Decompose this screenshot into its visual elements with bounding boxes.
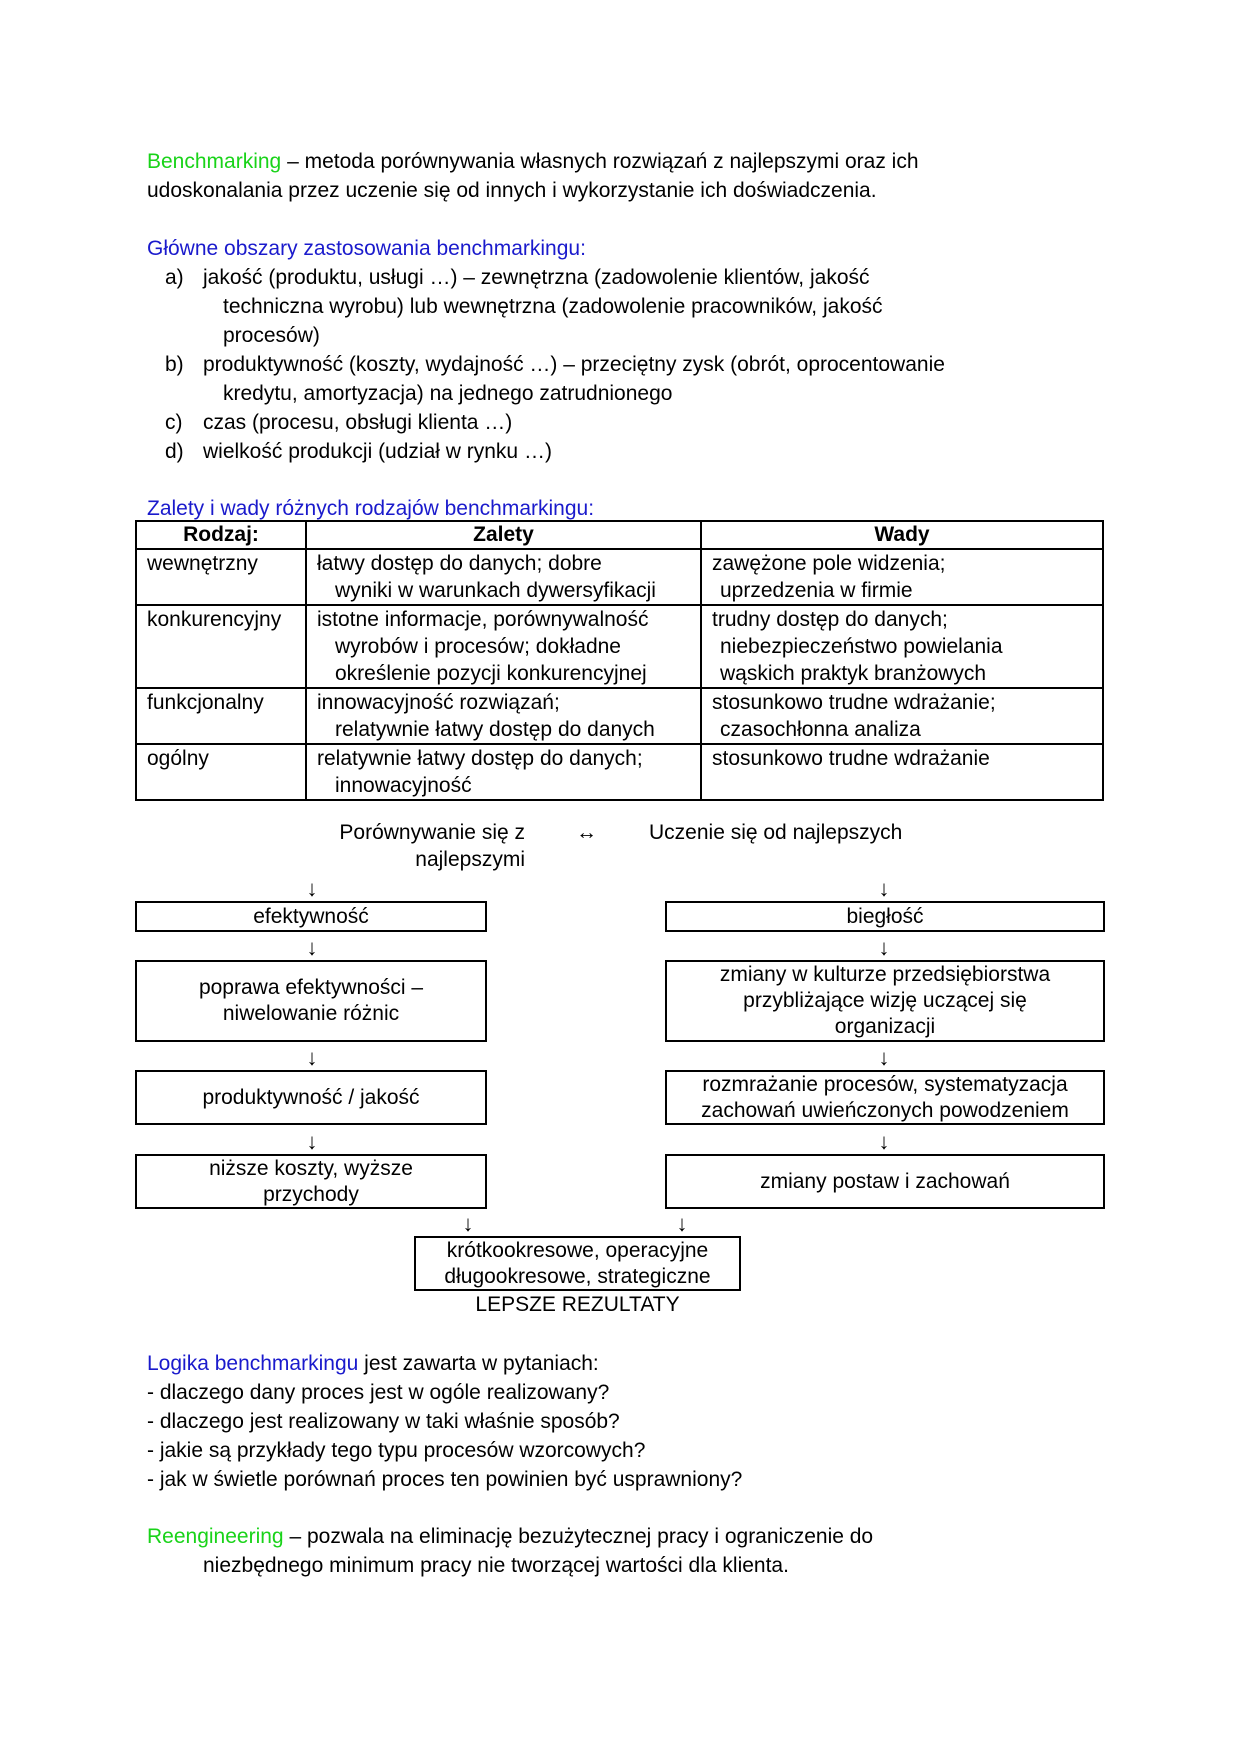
table-heading: Zalety i wady różnych rodzajów benchmarkingu:: [147, 497, 595, 520]
cell-line: czasochłonna analiza: [720, 718, 921, 741]
bidirectional-arrow-icon: ↔: [576, 821, 597, 844]
question-item: - jak w świetle porównań proces ten powinien być usprawniony?: [147, 1468, 743, 1491]
box-text: niższe koszty, wyższe: [209, 1156, 413, 1180]
logic-intro: [147, 1349, 599, 1378]
box-efektywnosc: [135, 901, 487, 932]
term-reengineering: Reengineering: [147, 1525, 284, 1548]
question-item: - jakie są przykłady tego typu procesów wzorcowych?: [147, 1439, 646, 1462]
cell-line: istotne informacje, porównywalność: [317, 608, 649, 631]
cell-line: określenie pozycji konkurencyjnej: [335, 662, 647, 685]
reengineering-paragraph: [147, 1522, 873, 1551]
column-header-rodzaj: Rodzaj:: [136, 521, 306, 549]
table-row: [136, 688, 1103, 744]
list-marker: b): [165, 353, 184, 376]
box-zmiany-postaw: [665, 1154, 1105, 1209]
box-rozmrazanie-procesow: [665, 1070, 1105, 1125]
box-text: niwelowanie różnic: [222, 1002, 400, 1025]
cell-line: stosunkowo trudne wdrażanie;: [712, 691, 996, 714]
cell-line: wyrobów i procesów; dokładne: [335, 635, 621, 658]
box-text: rozmrażanie procesów, systematyzacja: [702, 1072, 1068, 1096]
list-item: jakość (produktu, usługi …) – zewnętrzna (zadowolenie klientów, jakość: [203, 266, 870, 289]
cell-line: innowacyjność rozwiązań;: [317, 691, 560, 714]
box-text: zmiany postaw i zachowań: [760, 1169, 1010, 1193]
arrow-down-icon: ↓: [306, 1045, 318, 1070]
cell-zalety: [306, 744, 701, 800]
cell-line: uprzedzenia w firmie: [720, 579, 913, 602]
cell-zalety: [306, 549, 701, 605]
column-header-zalety: Zalety: [306, 521, 701, 549]
list-marker: a): [165, 266, 184, 289]
table-row: [136, 605, 1103, 688]
arrow-down-icon: ↓: [306, 1129, 318, 1154]
box-nizsze-koszty: [135, 1154, 487, 1209]
cell-line: relatywnie łatwy dostęp do danych;: [317, 747, 643, 770]
cell-rodzaj: funkcjonalny: [136, 688, 306, 744]
table-row: [136, 744, 1103, 800]
cell-line: wyniki w warunkach dywersyfikacji: [335, 579, 656, 602]
box-text: poprawa efektywności –: [198, 976, 424, 999]
left-title-line-1: Porównywanie się z: [339, 821, 525, 844]
arrow-down-icon: ↓: [878, 1129, 890, 1154]
table-row: [136, 549, 1103, 605]
benchmarking-types-table: [135, 520, 1104, 801]
list-item-cont: kredytu, amortyzacja) na jednego zatrudnionego: [223, 382, 673, 405]
arrow-down-icon: ↓: [306, 935, 318, 960]
term-logika-benchmarkingu: Logika benchmarkingu: [147, 1352, 359, 1375]
list-item: produktywność (koszty, wydajność …) – przeciętny zysk (obrót, oprocentowanie: [203, 353, 945, 376]
list-marker: d): [165, 440, 184, 463]
box-zmiany-w-kulturze: [665, 960, 1105, 1042]
box-text: przybliżające wizję uczącej się: [743, 989, 1027, 1012]
table-header-row: [136, 521, 1103, 549]
intro-paragraph: [147, 147, 919, 176]
list-item: wielkość produkcji (udział w rynku …): [203, 440, 552, 463]
arrow-down-icon: ↓: [462, 1211, 474, 1236]
box-produktywnosc-jakosc: [135, 1070, 487, 1125]
box-text: zachowań uwieńczonych powodzeniem: [701, 1098, 1069, 1122]
question-item: - dlaczego dany proces jest w ogóle realizowany?: [147, 1381, 610, 1404]
intro-line-2: udoskonalania przez uczenie się od innych i wykorzystanie ich doświadczenia.: [147, 179, 877, 202]
cell-line: relatywnie łatwy dostęp do danych: [335, 718, 655, 741]
areas-heading: Główne obszary zastosowania benchmarkingu:: [147, 237, 586, 260]
cell-line: innowacyjność: [335, 774, 472, 797]
cell-wady: [701, 549, 1103, 605]
cell-line: trudny dostęp do danych;: [712, 608, 948, 631]
arrow-down-icon: ↓: [676, 1211, 688, 1236]
intro-definition: – metoda porównywania własnych rozwiązań z najlepszymi oraz ich: [281, 150, 919, 173]
cell-line: niebezpieczeństwo powielania: [720, 635, 1003, 658]
cell-rodzaj: konkurencyjny: [136, 605, 306, 688]
list-marker: c): [165, 411, 183, 434]
arrow-down-icon: ↓: [878, 876, 890, 901]
box-text: biegłość: [846, 904, 924, 928]
logic-intro-rest: jest zawarta w pytaniach:: [358, 1352, 599, 1375]
reengineering-definition: – pozwala na eliminację bezużytecznej pracy i ograniczenie do: [283, 1525, 874, 1548]
box-poprawa-efektywnosci: [135, 960, 487, 1042]
cell-wady: [701, 688, 1103, 744]
cell-line: łatwy dostęp do danych; dobre: [317, 552, 602, 575]
arrow-down-icon: ↓: [878, 935, 890, 960]
arrow-down-icon: ↓: [306, 876, 318, 901]
term-benchmarking: Benchmarking: [147, 150, 282, 173]
question-item: - dlaczego jest realizowany w taki właśnie sposób?: [147, 1410, 620, 1433]
box-text: krótkookresowe, operacyjne: [446, 1238, 709, 1262]
box-result: [414, 1236, 741, 1291]
cell-line: zawężone pole widzenia;: [712, 552, 946, 575]
box-bieglosc: [665, 901, 1105, 932]
list-item: czas (procesu, obsługi klienta …): [203, 411, 513, 434]
box-text: długookresowe, strategiczne: [444, 1264, 711, 1288]
cell-zalety: [306, 688, 701, 744]
box-text: produktywność / jakość: [202, 1085, 420, 1109]
box-text: przychody: [263, 1182, 359, 1206]
cell-line: stosunkowo trudne wdrażanie: [712, 747, 990, 770]
left-title-line-2: najlepszymi: [415, 848, 525, 871]
cell-rodzaj: wewnętrzny: [136, 549, 306, 605]
box-text: efektywność: [253, 904, 369, 928]
list-item-cont: techniczna wyrobu) lub wewnętrzna (zadowolenie pracowników, jakość: [223, 295, 883, 318]
box-text: organizacji: [834, 1015, 936, 1038]
cell-zalety: [306, 605, 701, 688]
result-label: LEPSZE REZULTATY: [475, 1293, 680, 1316]
cell-wady: [701, 744, 1103, 800]
cell-wady: [701, 605, 1103, 688]
box-text: zmiany w kulturze przedsiębiorstwa: [719, 963, 1051, 986]
reengineering-line-2: niezbędnego minimum pracy nie tworzącej wartości dla klienta.: [203, 1554, 789, 1577]
cell-line: wąskich praktyk branżowych: [720, 662, 987, 685]
arrow-down-icon: ↓: [878, 1045, 890, 1070]
right-title: Uczenie się od najlepszych: [649, 821, 903, 844]
list-item-cont: procesów): [223, 324, 320, 347]
cell-rodzaj: ogólny: [136, 744, 306, 800]
column-header-wady: Wady: [701, 521, 1103, 549]
